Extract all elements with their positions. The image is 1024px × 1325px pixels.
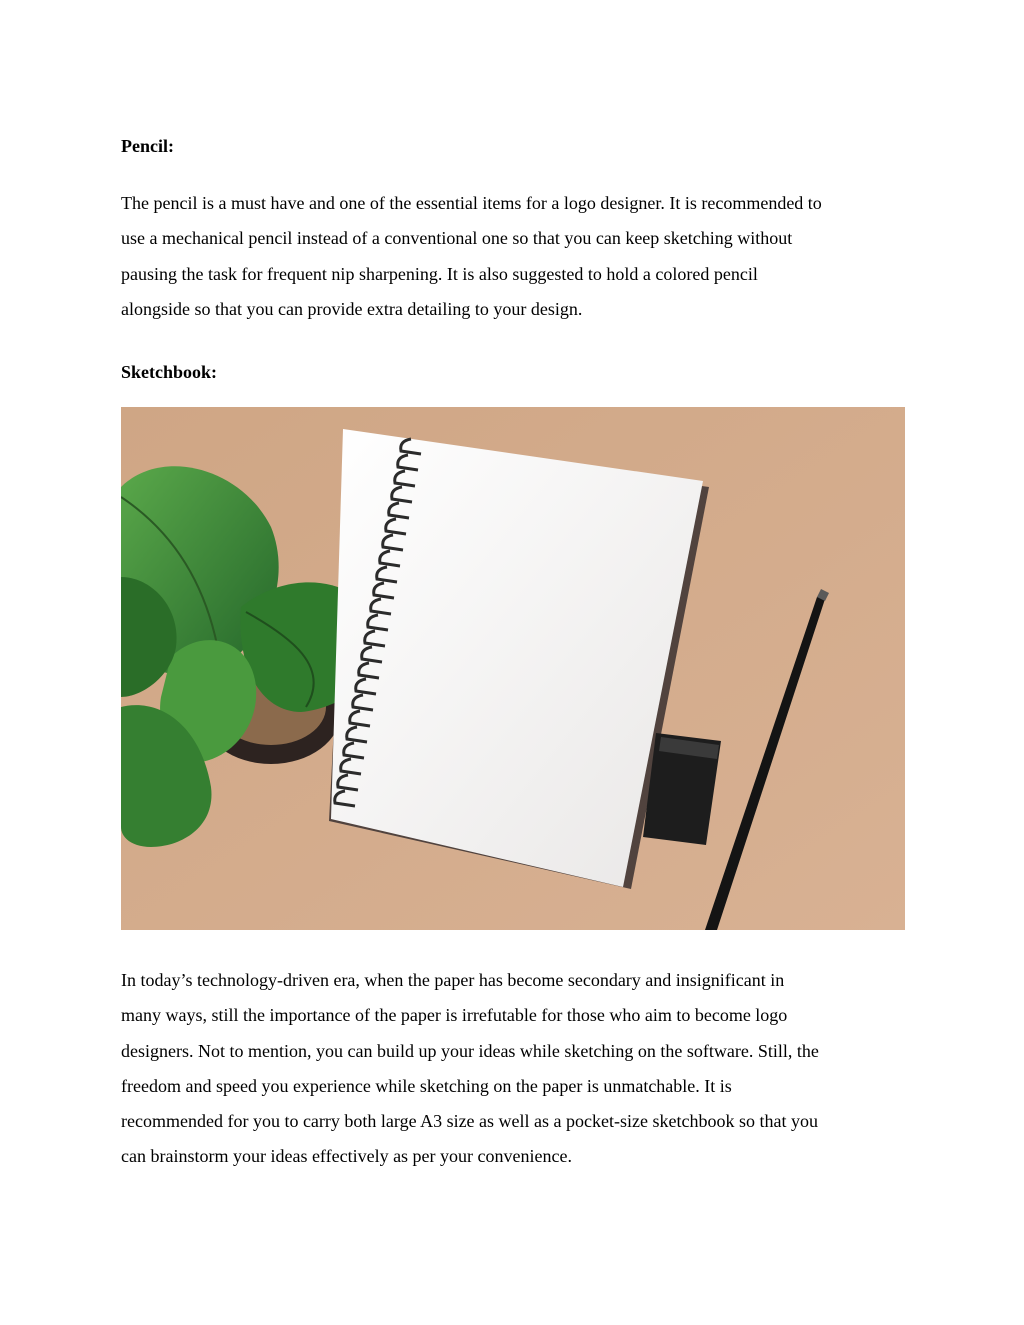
- sketchbook-photo-icon: [121, 407, 905, 930]
- pencil-paragraph-line: use a mechanical pencil instead of a conventional one so that you can keep sketching without: [121, 228, 793, 249]
- pencil-heading: Pencil:: [121, 136, 174, 156]
- sketchbook-photo: [121, 407, 905, 930]
- pencil-paragraph-line: alongside so that you can provide extra detailing to your design.: [121, 298, 583, 319]
- pencil-paragraph-line: pausing the task for frequent nip sharpening. It is also suggested to hold a colored pencil: [121, 263, 758, 284]
- sketchbook-paragraph: [121, 963, 911, 1175]
- sketchbook-paragraph-line: many ways, still the importance of the paper is irrefutable for those who aim to become logo: [121, 1005, 788, 1026]
- pencil-paragraph-line: The pencil is a must have and one of the essential items for a logo designer. It is recommended to: [121, 193, 822, 213]
- sketchbook-heading: Sketchbook:: [121, 362, 218, 382]
- sketchbook-paragraph-line: designers. Not to mention, you can build up your ideas while sketching on the software. Still, the: [121, 1040, 819, 1061]
- sketchbook-paragraph-line: In today’s technology-driven era, when the paper has become secondary and insignificant in: [121, 970, 785, 990]
- sketchbook-paragraph-line: freedom and speed you experience while sketching on the paper is unmatchable. It is: [121, 1075, 732, 1096]
- sketchbook-paragraph-line: can brainstorm your ideas effectively as per your convenience.: [121, 1146, 572, 1167]
- pencil-paragraph: [121, 186, 911, 327]
- sketchbook-paragraph-line: recommended for you to carry both large A3 size as well as a pocket-size sketchbook so that you: [121, 1111, 818, 1132]
